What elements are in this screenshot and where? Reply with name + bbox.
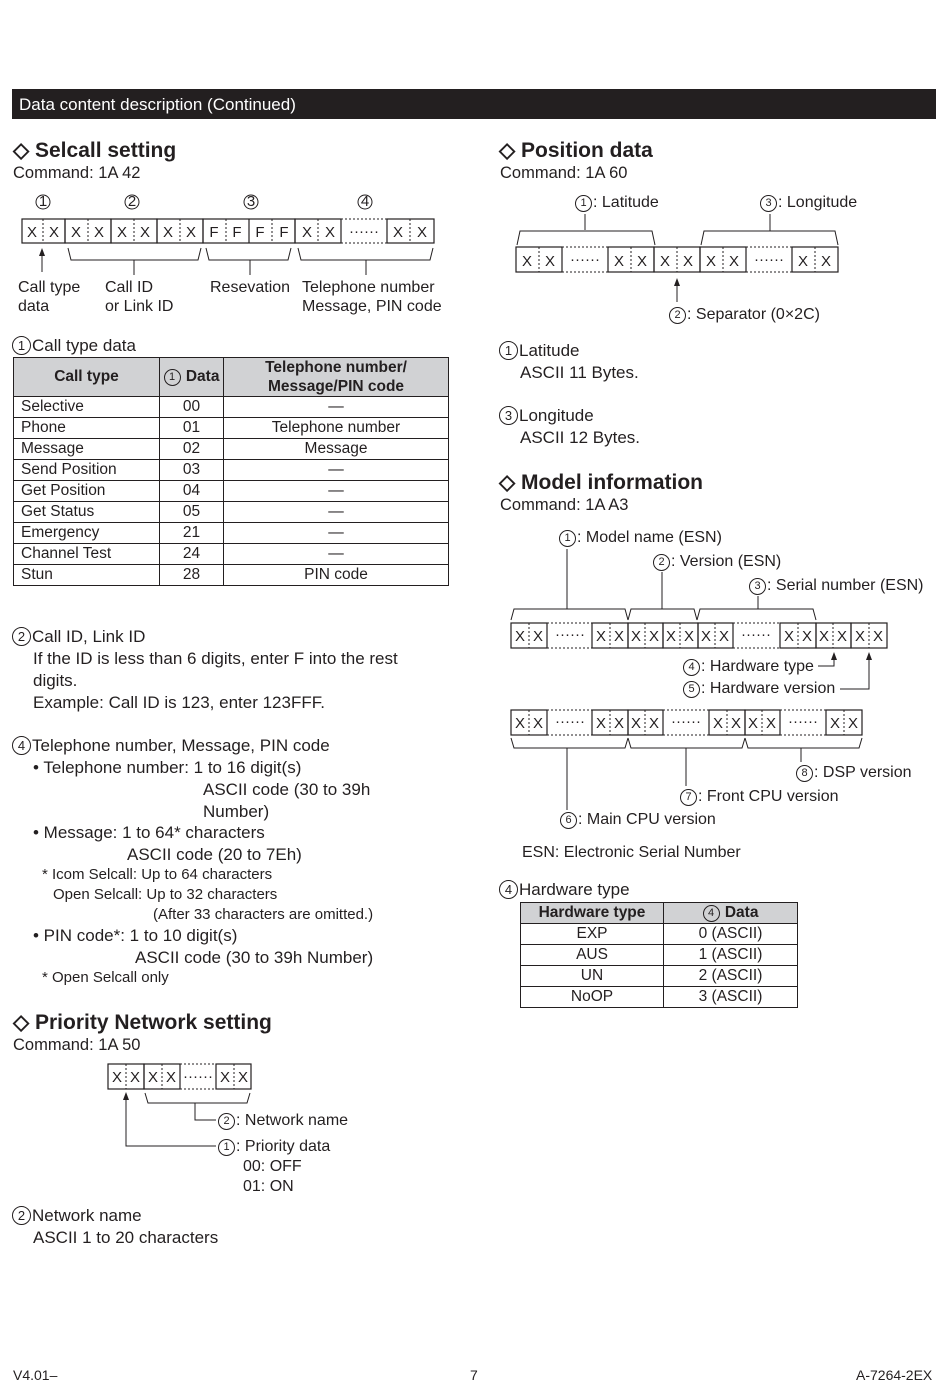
circled-number-icon: 1 [575,195,592,212]
telephone-note-heading: 4 Telephone number, Message, PIN code [12,735,330,757]
svg-text:X: X [765,715,777,732]
page-number: 7 [470,1367,478,1383]
svg-text:X: X [70,224,82,241]
hardware-type-heading: 4 Hardware type [499,879,630,901]
table-row: Get Status 05 — [14,502,449,523]
svg-text:X: X [613,628,625,645]
svg-text:X: X [630,715,642,732]
table-row: Send Position 03 — [14,460,449,481]
circled-number-icon: 1 [12,336,31,355]
svg-text:X: X [648,715,660,732]
priority-off-value: 00: OFF [243,1158,302,1175]
col-header-telephone: Telephone number/ Message/PIN code [224,358,449,397]
section-header-title: Data content description (Continued) [19,95,296,114]
svg-text:······: ······ [570,251,600,268]
circled-number-icon: 1 [499,341,518,360]
svg-text:X: X [324,224,336,241]
svg-text:X: X [185,224,197,241]
svg-text:X: X [728,253,740,270]
svg-text:X: X [705,253,717,270]
svg-text:2: 2 [127,193,137,210]
svg-text:X: X [872,628,884,645]
table-row: Phone 01 Telephone number [14,418,449,439]
svg-text:X: X [237,1069,249,1086]
svg-text:X: X [162,224,174,241]
table-row: EXP 0 (ASCII) [521,924,798,945]
svg-text:X: X [219,1069,231,1086]
svg-text:X: X [712,715,724,732]
circled-number-icon: 1 [164,369,181,386]
circled-number-icon: 2 [12,1206,31,1225]
svg-text:X: X [747,715,759,732]
svg-text:X: X [514,628,526,645]
circled-number-icon: 2 [12,627,31,646]
svg-text:X: X [820,253,832,270]
svg-text:X: X [514,715,526,732]
svg-text:X: X [836,628,848,645]
svg-text:F: F [209,224,219,241]
svg-text:X: X [648,628,660,645]
footer-doc-code: A-7264-2EX [856,1367,933,1383]
hardware-type-table [520,902,798,1008]
svg-text:X: X [801,628,813,645]
arrow-up-icon [123,1092,129,1100]
version-label: 2 : Version (ESN) [653,552,781,571]
svg-text:F: F [232,224,242,241]
svg-text:X: X [521,253,533,270]
svg-text:X: X [847,715,859,732]
table-row: Stun 28 PIN code [14,565,449,586]
circled-number-icon: 4 [683,659,700,676]
dsp-version-label: 8 : DSP version [796,763,912,782]
svg-text:1: 1 [38,193,48,210]
telephone-ascii-cont: Number) [203,802,270,821]
svg-text:······: ······ [555,713,585,730]
svg-text:X: X [636,253,648,270]
col-header-data: 4 Data [664,903,798,924]
svg-text:······: ······ [754,251,784,268]
svg-text:3: 3 [246,193,256,210]
svg-text:X: X [630,628,642,645]
call-type-heading: 1 Call type data [12,335,136,357]
table-row: AUS 1 (ASCII) [521,945,798,966]
front-cpu-version-label: 7 : Front CPU version [680,787,838,806]
latitude-note: 1 Latitude ASCII 11 Bytes. [499,340,639,384]
svg-text:X: X [301,224,313,241]
esn-note: ESN: Electronic Serial Number [522,844,741,861]
svg-text:F: F [279,224,289,241]
message-ascii: ASCII code (20 to 7Eh) [127,845,302,864]
circled-number-icon: 4 [12,736,31,755]
svg-text:X: X [26,224,38,241]
svg-text:······: ······ [349,223,379,240]
svg-text:X: X [718,628,730,645]
svg-text:X: X [532,715,544,732]
circled-number-icon: 3 [760,195,777,212]
svg-text:X: X [783,628,795,645]
svg-text:X: X [147,1069,159,1086]
footer-version: V4.01– [13,1367,58,1383]
svg-text:X: X [165,1069,177,1086]
circled-number-icon: 7 [680,789,697,806]
position-command: Command: 1A 60 [500,164,628,182]
circled-number-icon: 3 [499,406,518,425]
network-name-label: 2 : Network name [218,1111,348,1130]
call-id-note: 2 Call ID, Link ID If the ID is less than 6 digits, enter F into the rest digits. Example: Call ID is 123, enter 123FFF. [12,626,398,714]
svg-text:······: ······ [555,626,585,643]
pin-bullet: • PIN code*: 1 to 10 digit(s) [33,926,238,945]
message-bullet: • Message: 1 to 64* characters [33,823,265,842]
svg-text:X: X [416,224,428,241]
call-type-label: Call type data [18,279,81,315]
svg-text:X: X [700,628,712,645]
svg-text:X: X [595,628,607,645]
table-row: Get Position 04 — [14,481,449,502]
hardware-version-label: 5 : Hardware version [683,679,835,698]
diamond-icon: ◇ [499,139,516,162]
svg-text:X: X [683,628,695,645]
col-header-data: 1 Data [160,358,224,397]
telephone-label: Telephone number Message, PIN code [302,279,442,315]
pin-ascii: ASCII code (30 to 39h Number) [135,948,374,967]
svg-text:X: X [139,224,151,241]
svg-text:X: X [544,253,556,270]
svg-text:X: X [659,253,671,270]
circled-number-icon: 2 [669,307,686,324]
latitude-label: 1 : Latitude [575,193,659,212]
col-header-call-type: Call type [14,358,160,397]
diamond-icon: ◇ [13,139,30,162]
hardware-type-label: 4 : Hardware type [683,657,814,676]
circled-number-icon: 2 [653,554,670,571]
priority-data-label: 1 : Priority data [218,1137,330,1156]
table-row: Selective 00 — [14,397,449,418]
svg-text:X: X [665,628,677,645]
table-row: Message 02 Message [14,439,449,460]
svg-text:······: ······ [788,713,818,730]
table-row: Channel Test 24 — [14,544,449,565]
longitude-label: 3 : Longitude [760,193,857,212]
table-row: NoOP 3 (ASCII) [521,987,798,1008]
svg-text:······: ······ [671,713,701,730]
priority-command: Command: 1A 50 [13,1036,141,1054]
open-selcall-only-note: * Open Selcall only [42,969,169,986]
diamond-icon: ◇ [499,471,516,494]
svg-text:X: X [392,224,404,241]
telephone-bullet: • Telephone number: 1 to 16 digit(s) [33,758,302,777]
svg-text:X: X [854,628,866,645]
model-command: Command: 1A A3 [500,496,629,514]
telephone-ascii: ASCII code (30 to 39h [203,780,371,799]
longitude-note: 3 Longitude ASCII 12 Bytes. [499,405,640,449]
svg-text:X: X [818,628,830,645]
model-title: ◇ Model information [499,471,703,494]
svg-text:X: X [829,715,841,732]
circled-number-icon: 6 [560,812,577,829]
circled-number-icon: 8 [796,765,813,782]
circled-number-icon: 1 [218,1139,235,1156]
svg-text:X: X [129,1069,141,1086]
svg-text:4: 4 [360,193,370,210]
svg-text:X: X [93,224,105,241]
call-id-label: Call ID or Link ID [105,279,174,315]
network-name-note: 2 Network name ASCII 1 to 20 characters [12,1205,218,1249]
svg-text:X: X [595,715,607,732]
svg-text:X: X [682,253,694,270]
circled-number-icon: 2 [218,1113,235,1130]
arrow-up-icon [831,652,837,660]
serial-number-label: 3 : Serial number (ESN) [749,576,924,595]
svg-text:X: X [730,715,742,732]
svg-text:F: F [255,224,265,241]
selcall-title: ◇ Selcall setting [13,139,177,162]
circled-number-icon: 1 [559,530,576,547]
table-row: Emergency 21 — [14,523,449,544]
selcall-command: Command: 1A 42 [13,164,141,182]
svg-text:X: X [613,715,625,732]
table-row: UN 2 (ASCII) [521,966,798,987]
reservation-label: Resevation [210,279,291,296]
svg-text:X: X [116,224,128,241]
priority-on-value: 01: ON [243,1178,294,1195]
main-cpu-version-label: 6 : Main CPU version [560,810,716,829]
arrow-up-icon [866,652,872,660]
omit-note: (After 33 characters are omitted.) [153,906,374,923]
circled-number-icon: 3 [749,578,766,595]
model-name-label: 1 : Model name (ESN) [559,528,722,547]
circled-number-icon: 4 [703,905,720,922]
svg-text:X: X [111,1069,123,1086]
svg-text:X: X [613,253,625,270]
icom-selcall-note: * Icom Selcall: Up to 64 characters [42,866,273,883]
svg-text:······: ······ [741,626,771,643]
col-header-hardware-type: Hardware type [521,903,664,924]
circled-number-icon: 5 [683,681,700,698]
separator-label: 2 : Separator (0×2C) [669,305,820,324]
svg-text:······: ······ [183,1068,213,1085]
diamond-icon: ◇ [13,1011,30,1034]
svg-text:X: X [797,253,809,270]
position-title: ◇ Position data [499,139,653,162]
svg-text:X: X [532,628,544,645]
svg-text:X: X [48,224,60,241]
open-selcall-note: Open Selcall: Up to 32 characters [53,886,278,903]
circled-number-icon: 4 [499,880,518,899]
priority-title: ◇ Priority Network setting [13,1011,272,1034]
